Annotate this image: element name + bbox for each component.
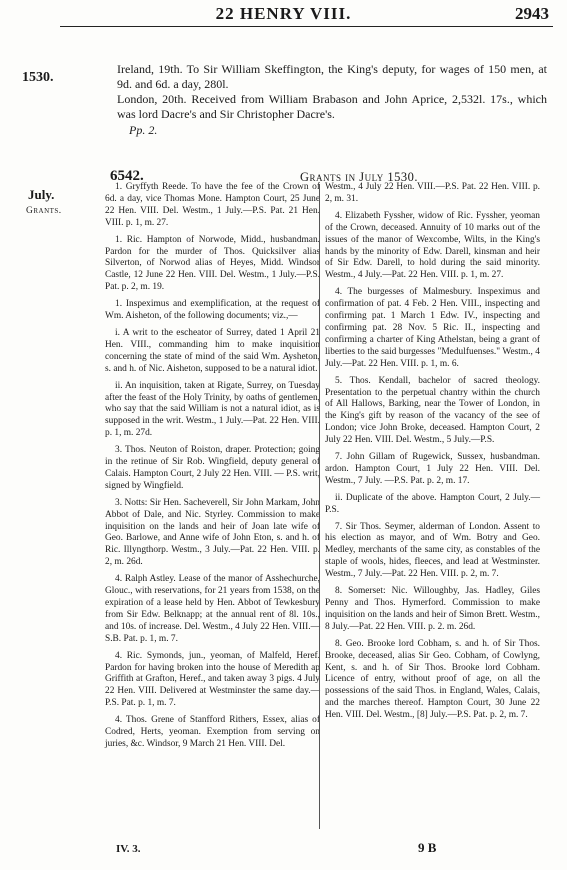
page-number: 2943 (515, 4, 549, 23)
footer-volume: IV. 3. (116, 843, 141, 855)
year-label: 1530. (22, 70, 54, 85)
entry: 4. The burgesses of Malmesbury. Inspeximus and confirmation of pat. 4 Feb. 2 Hen. VIII., inspecting and confirming pat. 1 March 1 Edw. IV., inspecting and confirming pat. 28 Nov. 5 Ric. II., inspecting and confirming a charter of King Athelstan, being a grant of liberties to the said burgesses "Medulfuenses." Westm., 4 July.—Pat. 22 Hen. VIII. p. 1, m. 6. (325, 287, 540, 369)
intro-line-1: Ireland, 19th. To Sir William Skeffington, the King's deputy, for wages of 150 men, at 9d. and 6d. a day, 280l. (117, 62, 547, 91)
pp-note: Pp. 2. (129, 123, 158, 137)
entry: 1. Ric. Hampton of Norwode, Midd., husbandman. Pardon for the murder of Thos. Quicksilver alias Silverton, of Norwod alias of Heyes, Midd. Windsor Castle, 12 June 22 Hen. VIII. Del. Westm., 1 July.—P.S. Pat. p. 2, m. 19. (105, 234, 320, 293)
intro-line-2: London, 20th. Received from William Brabason and John Aprice, 2,532l. 17s., which was lord Dacre's and Sir Christopher Dacre's. (117, 92, 547, 121)
entry: 4. Thos. Grene of Stanfford Rithers, Essex, alias of Codred, Herts, yeoman. Exemption from serving on juries, &c. Windsor, 9 March 21 Hen. VIII. Del. (105, 715, 320, 749)
side-month: July. (28, 187, 55, 202)
entry: 5. Thos. Kendall, bachelor of sacred theology. Presentation to the perpetual chantry within the church of All Hallows, Barking, near the Tower of London, in the King's gift by reason of the vacancy of the see of London; vice John Broke, deceased. Hampton Court, 2 July 22 Hen. VIII. Del. Westm., 5 July.—P.S. (325, 375, 540, 446)
entry: 8. Geo. Brooke lord Cobham, s. and h. of Sir Thos. Brooke, deceased, alias Sir Geo. Cobham, of Cowlyng, Kent, s. and h. of Sir Thos. Brooke lord Cobham. Licence of entry, without proof of age, on all the possessions of the said Thos. in England, Wales, Calais, and the marches thereof. Hampton Court, 30 June 22 Hen. VIII. Del. Westm., [8] July.—P.S. Pat. p. 2, m. 7. (325, 638, 540, 721)
entry: 3. Thos. Neuton of Roiston, draper. Protection; going in the retinue of Sir Rob. Wingfield, deputy general of Calais. Hampton Court, 2 July 22 Hen. VIII. — P.S. writ, signed by Wingfield. (105, 445, 320, 491)
entry: ii. Duplicate of the above. Hampton Court, 2 July.—P.S. (325, 492, 540, 515)
entry: 1. Gryffyth Reede. To have the fee of the Crown of 6d. a day, vice Thomas Mone. Hampton Court, 25 June 22 Hen. VIII. Del. Westm., 1 July.—P.S. Pat. 21 Hen. VIII. p. 1, m. 27. (105, 182, 320, 228)
entry: 7. John Gillam of Rugewick, Sussex, husbandman. ardon. Hampton Court, 1 July 22 Hen. VIII. Del. Westm., 7 July. —P.S. Pat. p. 2, m. 17. (325, 452, 540, 486)
entry: 3. Notts: Sir Hen. Sacheverell, Sir John Markam, John Abbot of Dale, and Nic. Styrley. Commission to make inquisition on the lands and heir of Joan late wife of Geo. Barlowe, and Anne wife of John Eton, s. and h. of Ric. Illyngthorp. Westm., 3 July.—Pat. 22 Hen. VIII. p. 2, m. 26d. (105, 497, 320, 568)
intro-block (117, 62, 547, 138)
section-number: 6542. (110, 168, 144, 184)
entry: 1. Inspeximus and exemplification, at the request of Wm. Aisheton, of the following documents; viz.,— (105, 299, 320, 322)
column-divider (319, 184, 320, 829)
entry: 4. Ralph Astley. Lease of the manor of Asshechurche, Glouc., with reservations, for 21 years from 1538, on the expiration of a lease held by Hen. Abbot of Tewkesbury from Sir Edw. Belknapp; at the annual rent of 8l. 10s., and 10s. of increase. Del. Westm., 4 July 22 Hen. VIII.—S.B. Pat. p. 1, m. 7. (105, 574, 320, 644)
running-header-title: 22 HENRY VIII. (215, 4, 352, 23)
section-title: Grants in July 1530. (300, 170, 418, 184)
entry: 7. Sir Thos. Seymer, alderman of London. Assent to his election as mayor, and of Wm. Botry and Geo. Medley, merchants of the same city, as constables of the staple of wools, hides, fleeces, and lead at Westminster. Westm., 7 July.—Pat. 22 Hen. VIII. p. 2, m. 7. (325, 521, 540, 580)
entry: Westm., 4 July 22 Hen. VIII.—P.S. Pat. 22 Hen. VIII. p. 2, m. 31. (325, 182, 540, 204)
entry: 8. Somerset: Nic. Willoughby, Jas. Hadley, Giles Penny and Thos. Hymerford. Commission to make inquisition on the lands and heir of Simon Brett. Westm., 8 July.—Pat. 22 Hen. VIII. p. 2. m. 26d. (325, 586, 540, 632)
footer-signature: 9 B (418, 840, 437, 855)
entry: i. A writ to the escheator of Surrey, dated 1 April 21 Hen. VIII., commanding him to make inquisition concerning the state of mind of the said Wm. Aysheton, s. and h. of Nic. Aisheton, supposed to be a natural idiot. (105, 327, 320, 374)
header-rule (60, 26, 553, 27)
entry: 4. Elizabeth Fyssher, widow of Ric. Fyssher, yeoman of the Crown, deceased. Annuity of 10 marks out of the issues of the manor of Wexcombe, Wilts, in the King's hands by the minority of Edw. Darell, kinsman and heir of Sir Edw. Darell, to hold during the said minority. Westm., 4 July.—Pat. 22 Hen. VIII. p. 1, m. 27. (325, 210, 540, 281)
side-category: Grants. (26, 206, 62, 216)
library-stamp-watermark (0, 543, 113, 667)
right-column (325, 182, 540, 727)
entry: ii. An inquisition, taken at Rigate, Surrey, on Tuesday after the feast of the Holy Trinity, by oaths of gentlemen, who say that the said William is not a natural idiot, as is supposed in the writ. Westm., 1 July.—Pat. 22 Hen. VIII. p. 1, m. 27d. (105, 380, 320, 439)
left-column (105, 182, 320, 756)
entry: 4. Ric. Symonds, jun., yeoman, of Malfeld, Heref. Pardon for having broken into the house of Meredith ap Griffith at Grafton, Heref., and taken away 3 pigs. 4 July 22 Hen. VIII. Delivered at Westminster the same day.—P.S. Pat. p. 1, m. 7. (105, 650, 320, 709)
